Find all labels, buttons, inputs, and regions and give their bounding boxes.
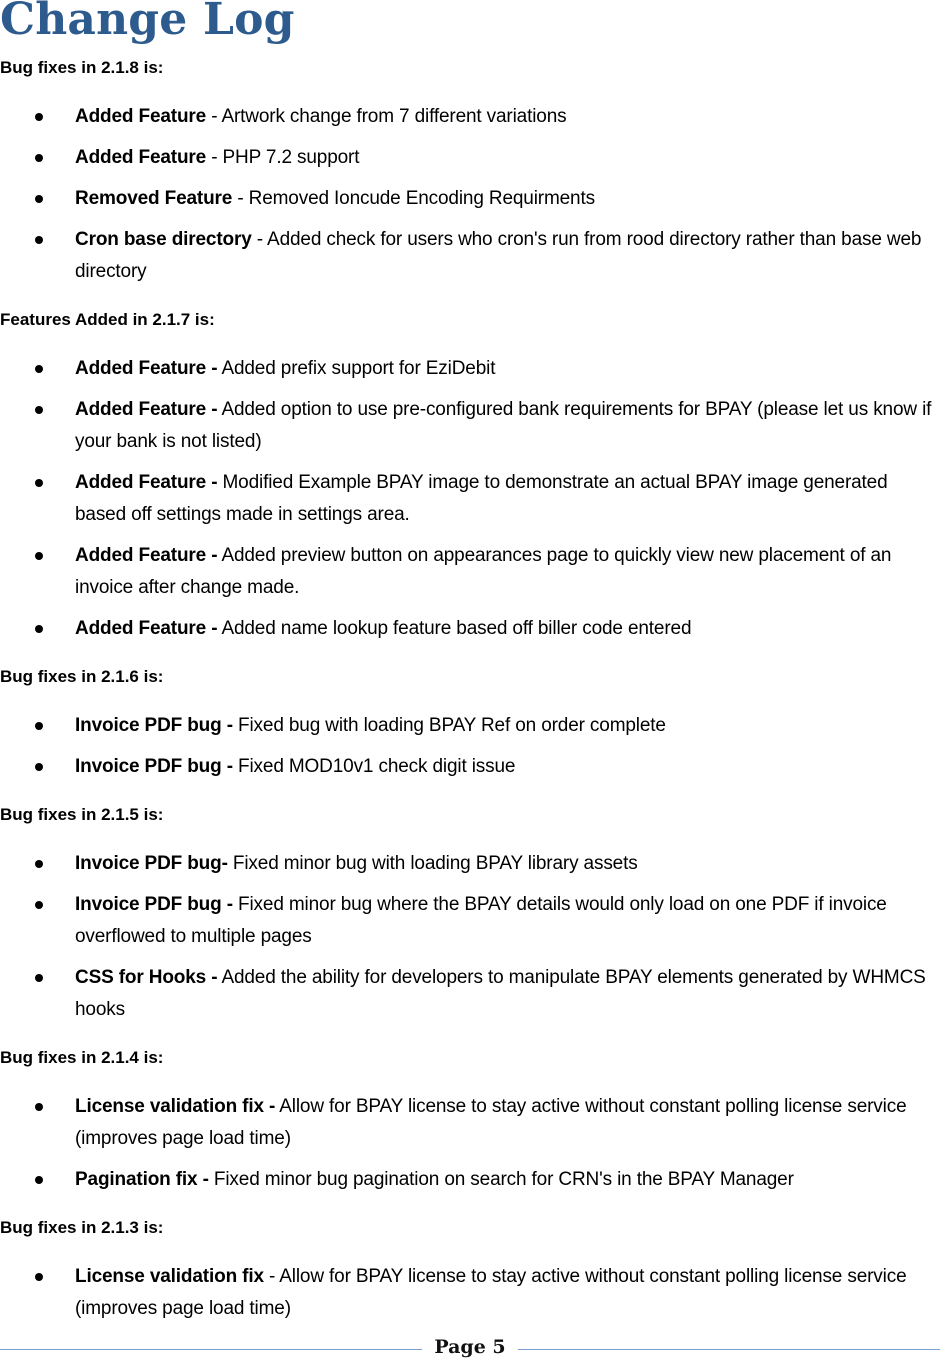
change-item-description: Added option to use pre-configured bank requirements for BPAY (please let us know if your bank is not listed) <box>75 399 932 452</box>
change-item-description: Added the ability for developers to manipulate BPAY elements generated by WHMCS hooks <box>75 967 926 1020</box>
change-item <box>0 848 940 880</box>
change-item-description: Fixed minor bug where the BPAY details would only load on one PDF if invoice overflowed to multiple pages <box>75 894 887 947</box>
footer-rule-right <box>518 1349 940 1350</box>
change-item-description: - Allow for BPAY license to stay active without constant polling license service (improves page load time) <box>75 1266 907 1319</box>
change-item-description: Added name lookup feature based off biller code entered <box>217 618 692 639</box>
change-item-description: Fixed minor bug with loading BPAY library assets <box>227 853 638 874</box>
change-item-description: - Removed Ioncude Encoding Requirments <box>232 188 595 209</box>
change-item-title: Added Feature - <box>75 618 218 639</box>
change-item <box>0 962 940 1026</box>
change-list <box>0 1091 940 1196</box>
change-item <box>0 613 940 645</box>
section-heading: Bug fixes in 2.1.8 is: <box>0 58 164 77</box>
footer-rule-left <box>0 1349 422 1350</box>
change-item <box>0 101 940 133</box>
change-item-title: Pagination fix - <box>75 1169 209 1190</box>
change-item-description: - Artwork change from 7 different variations <box>206 106 567 127</box>
change-item <box>0 1261 940 1325</box>
change-item-description: Added preview button on appearances page to quickly view new placement of an invoice after change made. <box>75 545 892 598</box>
page-title: Change Log <box>0 0 295 45</box>
change-list <box>0 1261 940 1325</box>
change-item-description: Fixed bug with loading BPAY Ref on order complete <box>232 715 666 736</box>
change-item-title: Cron base directory <box>75 229 252 250</box>
change-item <box>0 142 940 174</box>
change-item-title: License validation fix - <box>75 1096 276 1117</box>
change-item-title: Added Feature - <box>75 545 218 566</box>
bullet-icon <box>35 552 43 560</box>
change-item <box>0 183 940 215</box>
change-item-description: Modified Example BPAY image to demonstrate an actual BPAY image generated based off settings made in settings area. <box>75 472 888 525</box>
page-number: Page 5 <box>434 1336 506 1358</box>
change-log <box>0 56 940 1345</box>
bullet-icon <box>35 860 43 868</box>
bullet-icon <box>35 365 43 373</box>
bullet-icon <box>35 406 43 414</box>
change-item-title: Invoice PDF bug- <box>75 853 228 874</box>
change-item <box>0 1091 940 1155</box>
page-footer <box>0 1330 940 1370</box>
bullet-icon <box>35 901 43 909</box>
bullet-icon <box>35 195 43 203</box>
section-heading: Bug fixes in 2.1.4 is: <box>0 1048 164 1067</box>
change-item-title: Added Feature <box>75 106 207 127</box>
change-item-description: Fixed minor bug pagination on search for CRN's in the BPAY Manager <box>208 1169 794 1190</box>
change-list <box>0 710 940 783</box>
change-item-description: Fixed MOD10v1 check digit issue <box>232 756 516 777</box>
bullet-icon <box>35 763 43 771</box>
change-item-title: Invoice PDF bug - <box>75 756 233 777</box>
change-item <box>0 224 940 288</box>
change-list <box>0 848 940 1026</box>
bullet-icon <box>35 236 43 244</box>
change-item <box>0 540 940 604</box>
change-item-description: - PHP 7.2 support <box>206 147 360 168</box>
change-list <box>0 353 940 645</box>
change-list <box>0 101 940 288</box>
change-item-description: Allow for BPAY license to stay active without constant polling license service (improves page load time) <box>75 1096 907 1149</box>
change-item-title: CSS for Hooks - <box>75 967 218 988</box>
section-heading: Bug fixes in 2.1.6 is: <box>0 667 164 686</box>
change-item-title: Added Feature <box>75 147 207 168</box>
change-item-title: License validation fix <box>75 1266 264 1287</box>
change-item <box>0 751 940 783</box>
bullet-icon <box>35 1176 43 1184</box>
bullet-icon <box>35 974 43 982</box>
change-item-title: Added Feature - <box>75 358 218 379</box>
change-item-title: Added Feature - <box>75 399 218 420</box>
bullet-icon <box>35 1273 43 1281</box>
change-item <box>0 889 940 953</box>
change-item-title: Added Feature - <box>75 472 218 493</box>
section-heading: Features Added in 2.1.7 is: <box>0 310 215 329</box>
change-item <box>0 394 940 458</box>
change-item-title: Invoice PDF bug - <box>75 715 233 736</box>
change-item <box>0 353 940 385</box>
change-item-description: Added prefix support for EziDebit <box>217 358 496 379</box>
bullet-icon <box>35 722 43 730</box>
change-item-description: - Added check for users who cron's run from rood directory rather than base web directory <box>75 229 922 282</box>
bullet-icon <box>35 625 43 633</box>
section-heading: Bug fixes in 2.1.3 is: <box>0 1218 164 1237</box>
change-item <box>0 1164 940 1196</box>
change-item <box>0 710 940 742</box>
change-item <box>0 467 940 531</box>
bullet-icon <box>35 154 43 162</box>
bullet-icon <box>35 479 43 487</box>
change-item-title: Removed Feature <box>75 188 233 209</box>
change-item-title: Invoice PDF bug - <box>75 894 233 915</box>
bullet-icon <box>35 1103 43 1111</box>
bullet-icon <box>35 113 43 121</box>
section-heading: Bug fixes in 2.1.5 is: <box>0 805 164 824</box>
